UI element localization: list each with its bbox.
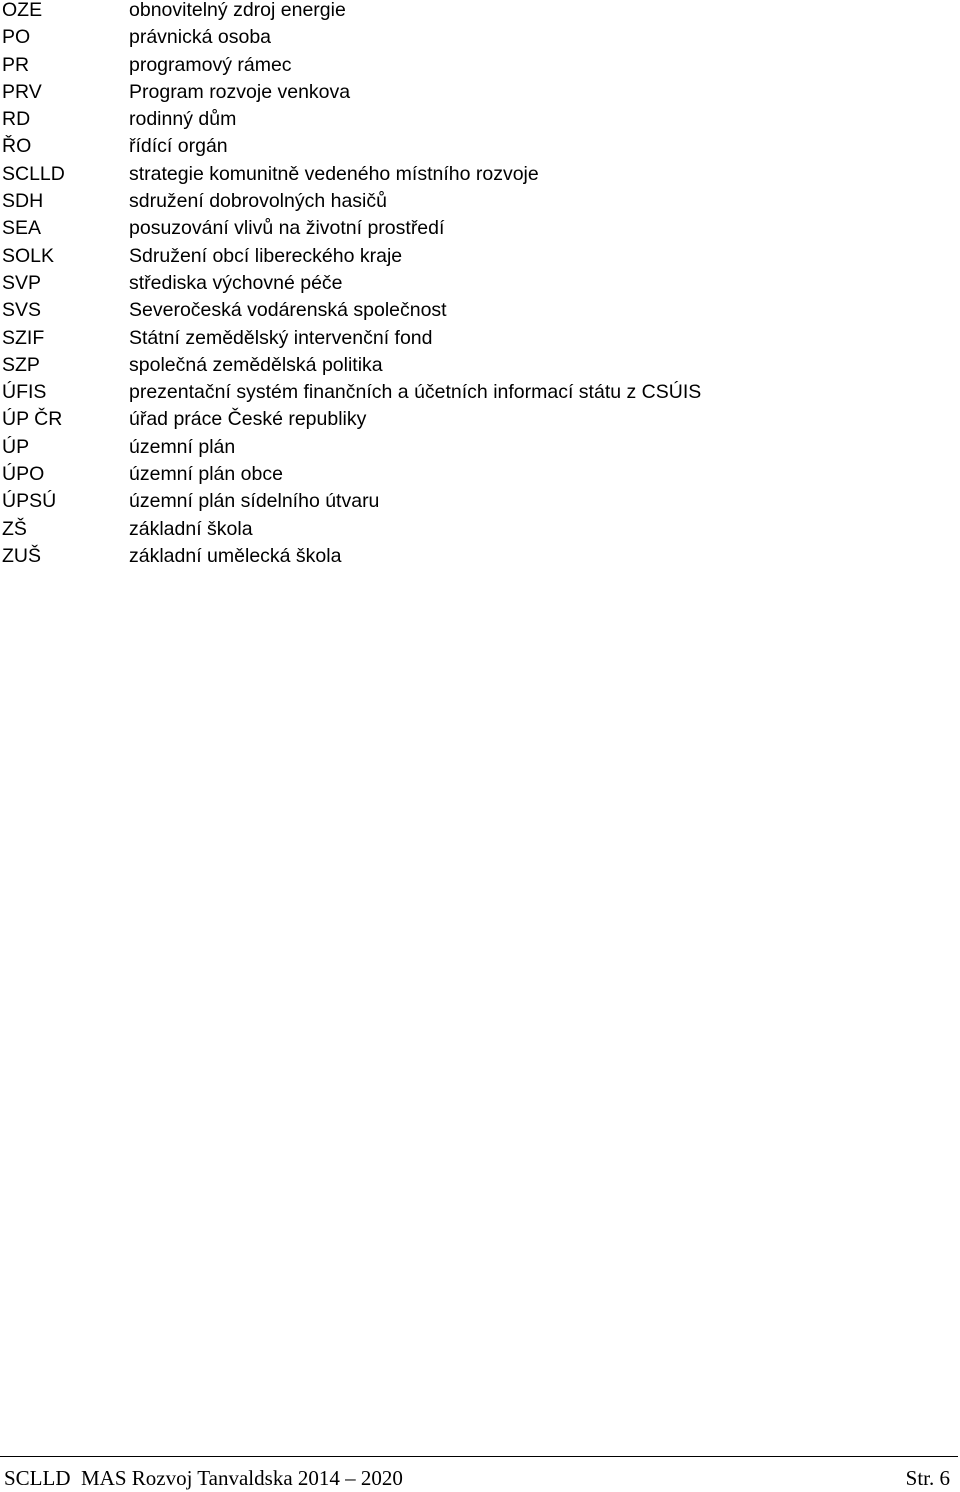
abbreviation-row xyxy=(0,382,960,409)
abbreviation-meaning: Program rozvoje venkova xyxy=(129,80,351,103)
footer-page-number: Str. 6 xyxy=(905,1466,950,1490)
abbreviation-row xyxy=(0,437,960,464)
abbreviation-meaning: střediska výchovné péče xyxy=(129,271,343,294)
abbreviation-row xyxy=(0,82,960,109)
abbreviation-code: ÚP ČR xyxy=(2,408,63,431)
page-footer xyxy=(0,1456,958,1492)
abbreviation-code: PR xyxy=(2,53,30,76)
abbreviation-row xyxy=(0,519,960,546)
abbreviation-row xyxy=(0,136,960,163)
abbreviation-row xyxy=(0,0,960,27)
abbreviation-meaning: posuzování vlivů na životní prostředí xyxy=(129,217,445,240)
abbreviation-row xyxy=(0,546,960,573)
abbreviation-code: SEA xyxy=(2,217,42,240)
abbreviation-meaning: úřad práce České republiky xyxy=(129,408,367,431)
abbreviation-code: SOLK xyxy=(2,244,55,267)
abbreviation-code: SZIF xyxy=(2,326,45,349)
abbreviation-code: ÚPO xyxy=(2,463,45,486)
abbreviation-meaning: programový rámec xyxy=(129,53,292,76)
abbreviation-row xyxy=(0,491,960,518)
abbreviation-row xyxy=(0,273,960,300)
abbreviation-row xyxy=(0,55,960,82)
abbreviation-row xyxy=(0,409,960,436)
abbreviation-code: PO xyxy=(2,26,31,49)
abbreviation-meaning: právnická osoba xyxy=(129,26,272,49)
abbreviation-code: OZE xyxy=(2,0,43,21)
abbreviation-code: SDH xyxy=(2,190,44,213)
abbreviation-list xyxy=(0,0,960,573)
abbreviation-code: ŘO xyxy=(2,135,32,158)
abbreviation-meaning: Severočeská vodárenská společnost xyxy=(129,299,447,322)
abbreviation-meaning: obnovitelný zdroj energie xyxy=(129,0,346,21)
abbreviation-row xyxy=(0,355,960,382)
abbreviation-meaning: základní umělecká škola xyxy=(129,544,342,567)
abbreviation-meaning: Státní zemědělský intervenční fond xyxy=(129,326,433,349)
abbreviation-code: ÚP xyxy=(2,435,30,458)
abbreviation-meaning: rodinný dům xyxy=(129,108,237,131)
abbreviation-row xyxy=(0,218,960,245)
abbreviation-row xyxy=(0,27,960,54)
abbreviation-code: SZP xyxy=(2,353,40,376)
abbreviation-meaning: územní plán xyxy=(129,435,236,458)
abbreviation-meaning: společná zemědělská politika xyxy=(129,353,383,376)
abbreviation-meaning: územní plán sídelního útvaru xyxy=(129,490,380,513)
abbreviation-meaning: Sdružení obcí libereckého kraje xyxy=(129,244,403,267)
abbreviation-meaning: základní škola xyxy=(129,517,253,540)
abbreviation-row xyxy=(0,328,960,355)
abbreviation-code: ZUŠ xyxy=(2,544,41,567)
abbreviation-row xyxy=(0,191,960,218)
abbreviation-meaning: územní plán obce xyxy=(129,463,283,486)
footer-document-title: SCLLD MAS Rozvoj Tanvaldska 2014 – 2020 xyxy=(4,1466,403,1490)
abbreviation-code: ÚPSÚ xyxy=(2,490,57,513)
abbreviation-row xyxy=(0,464,960,491)
abbreviation-row xyxy=(0,300,960,327)
abbreviation-meaning: strategie komunitně vedeného místního rozvoje xyxy=(129,162,539,185)
abbreviation-meaning: řídící orgán xyxy=(129,135,228,158)
abbreviation-code: SVP xyxy=(2,271,42,294)
abbreviation-row xyxy=(0,109,960,136)
abbreviation-code: SCLLD xyxy=(2,162,65,185)
abbreviation-code: RD xyxy=(2,108,31,131)
abbreviation-meaning: prezentační systém finančních a účetních informací státu z CSÚIS xyxy=(129,381,702,404)
abbreviation-meaning: sdružení dobrovolných hasičů xyxy=(129,190,387,213)
abbreviation-code: SVS xyxy=(2,299,42,322)
abbreviation-code: PRV xyxy=(2,80,42,103)
abbreviation-code: ZŠ xyxy=(2,517,27,540)
abbreviation-row xyxy=(0,164,960,191)
abbreviation-code: ÚFIS xyxy=(2,381,47,404)
abbreviation-row xyxy=(0,246,960,273)
